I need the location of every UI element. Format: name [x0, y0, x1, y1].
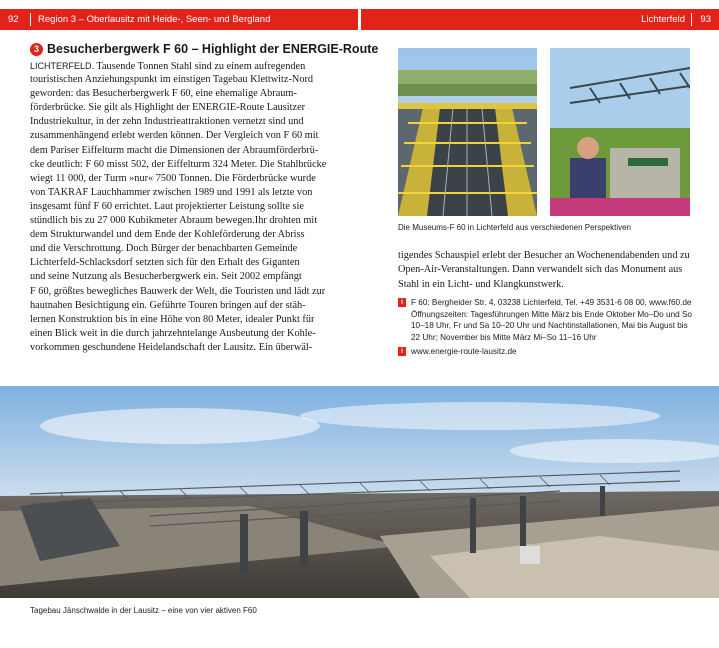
photo-caption: Die Museums-F 60 in Lichterfeld aus verschiedenen Perspektiven: [398, 223, 632, 232]
body-line: vorkommen geschundene Heidelandschaft der Lausitz. Ein überwäl-: [30, 341, 313, 353]
info-icon: i: [398, 347, 406, 356]
body-line: wiegt 11 000, der Turm »nur« 7500 Tonnen. Die Förderbrücke wurde: [30, 172, 316, 184]
info-block-web: [398, 346, 517, 358]
body-line: stündlich bis zu 27 000 Kubikmeter Abraum bewegen.Ihr drohten mit: [30, 215, 318, 227]
info-line: Öffnungszeiten: Tagesführungen Mitte März bis Ende Oktober Mo–Do und So: [411, 309, 692, 319]
place-lead: LICHTERFELD.: [30, 61, 95, 71]
body-line: einen Blick weit in die durch jahrzehntelange Ausbeutung der Kohle-: [30, 327, 316, 339]
header-left: [0, 9, 358, 30]
body-line: und seine Nutzung als Besucherbergwerk ein. Seit 2002 empfängt: [30, 271, 302, 283]
info-web-link[interactable]: www.energie-route-lausitz.de: [411, 347, 517, 356]
body-line: und die Verschrottung. Doch Bürger der benachbarten Gemeinde: [30, 243, 298, 255]
photo-visitors: [550, 48, 690, 216]
info-line: 10–18 Uhr, Fr und Sa 10–20 Uhr und Nachtinstallationen, Mai bis August bis: [411, 321, 688, 331]
panorama-caption: Tagebau Jänschwalde in der Lausitz – eine von vier aktiven F60: [30, 606, 257, 615]
entry-heading: [30, 42, 378, 58]
body-line: von TAKRAF Lauchhammer zwischen 1989 und 1991 als letzte von: [30, 186, 313, 198]
body-line: cke deutlich: F 60 misst 502, der Eiffelturm 324 Meter. Die Stahlbrücke: [30, 158, 327, 170]
body-line: förderbrücke. Sie gilt als Highlight der ENERGIE-Route Lausitzer: [30, 102, 306, 114]
body-line: touristischen Anziehungspunkt im einstigen Tagebau Klettwitz-Nord: [30, 74, 314, 86]
entry-title: Besucherbergwerk F 60 – Highlight der ENERGIE-Route: [47, 42, 379, 56]
body-text: [30, 59, 326, 355]
body-line: geworden: das Besucherbergwerk F 60, eine ehemalige Abraum-: [30, 88, 297, 100]
body-line: lernen Konstruktion bis in eine Höhe von 80 Meter, idealer Punkt für: [30, 313, 315, 325]
info-line: F 60: Bergheider Str. 4, 03238 Lichterfeld, Tel. +49 3531-6 08 00, www.f60.de: [411, 298, 692, 307]
body-line: Open-Air-Veranstaltungen. Dann verwandelt sich das Monument aus: [398, 264, 683, 276]
body-line: Stahl in ein Licht- und Klangkunstwerk.: [398, 278, 564, 290]
running-title-right: Lichterfeld: [641, 14, 685, 25]
header-right: [361, 9, 719, 30]
body-line: F 60, größtes bewegliches Bauwerk der Welt, die Touristen und lädt zur: [30, 285, 326, 297]
body-line: LICHTERFELD. Tausende Tonnen Stahl sind zu einem aufregenden: [30, 61, 306, 72]
body-line: Lichterfeld-Schlacksdorf setzten sich für den Erhalt des Giganten: [30, 257, 300, 269]
body-line: dem Pariser Eiffelturm macht die Dimensionen der Abraumförderbrü-: [30, 144, 319, 156]
page-number-right: 93: [700, 14, 711, 25]
info-line: 22 Uhr; November bis Mitte März Mi–So 11–16 Uhr: [411, 332, 597, 342]
body-line: Industriekultur, in der zehn Industrieattraktionen vernetzt sind und: [30, 116, 304, 128]
body-line: hautnahen Besichtigung ein. Geführte Touren bringen auf der stäh-: [30, 299, 306, 311]
header-divider: [691, 13, 692, 26]
info-block-address: [398, 297, 692, 343]
info-icon: i: [398, 298, 406, 307]
body-line: zusammenhängend erlebt werden können. Der Vergleich von F 60 mit: [30, 130, 319, 142]
photo-bridge-walkway: [398, 48, 537, 216]
continuation-text: [398, 249, 690, 292]
body-line: insgesamt fünf F 60 errichtet. Laut projektierter Leistung sollte sie: [30, 200, 304, 212]
header-divider: [30, 13, 31, 26]
panorama-photo: [0, 386, 719, 598]
body-line: tigendes Schauspiel erlebt der Besucher an Wochenendabenden und zu: [398, 250, 690, 261]
entry-number-badge: 3: [30, 43, 43, 56]
body-line: dem Strukturwandel und dem Ende der Kohleförderung der Abriss: [30, 229, 305, 241]
page-number-left: 92: [8, 14, 19, 25]
running-title-left: Region 3 – Oberlausitz mit Heide-, Seen- und Bergland: [38, 14, 271, 25]
